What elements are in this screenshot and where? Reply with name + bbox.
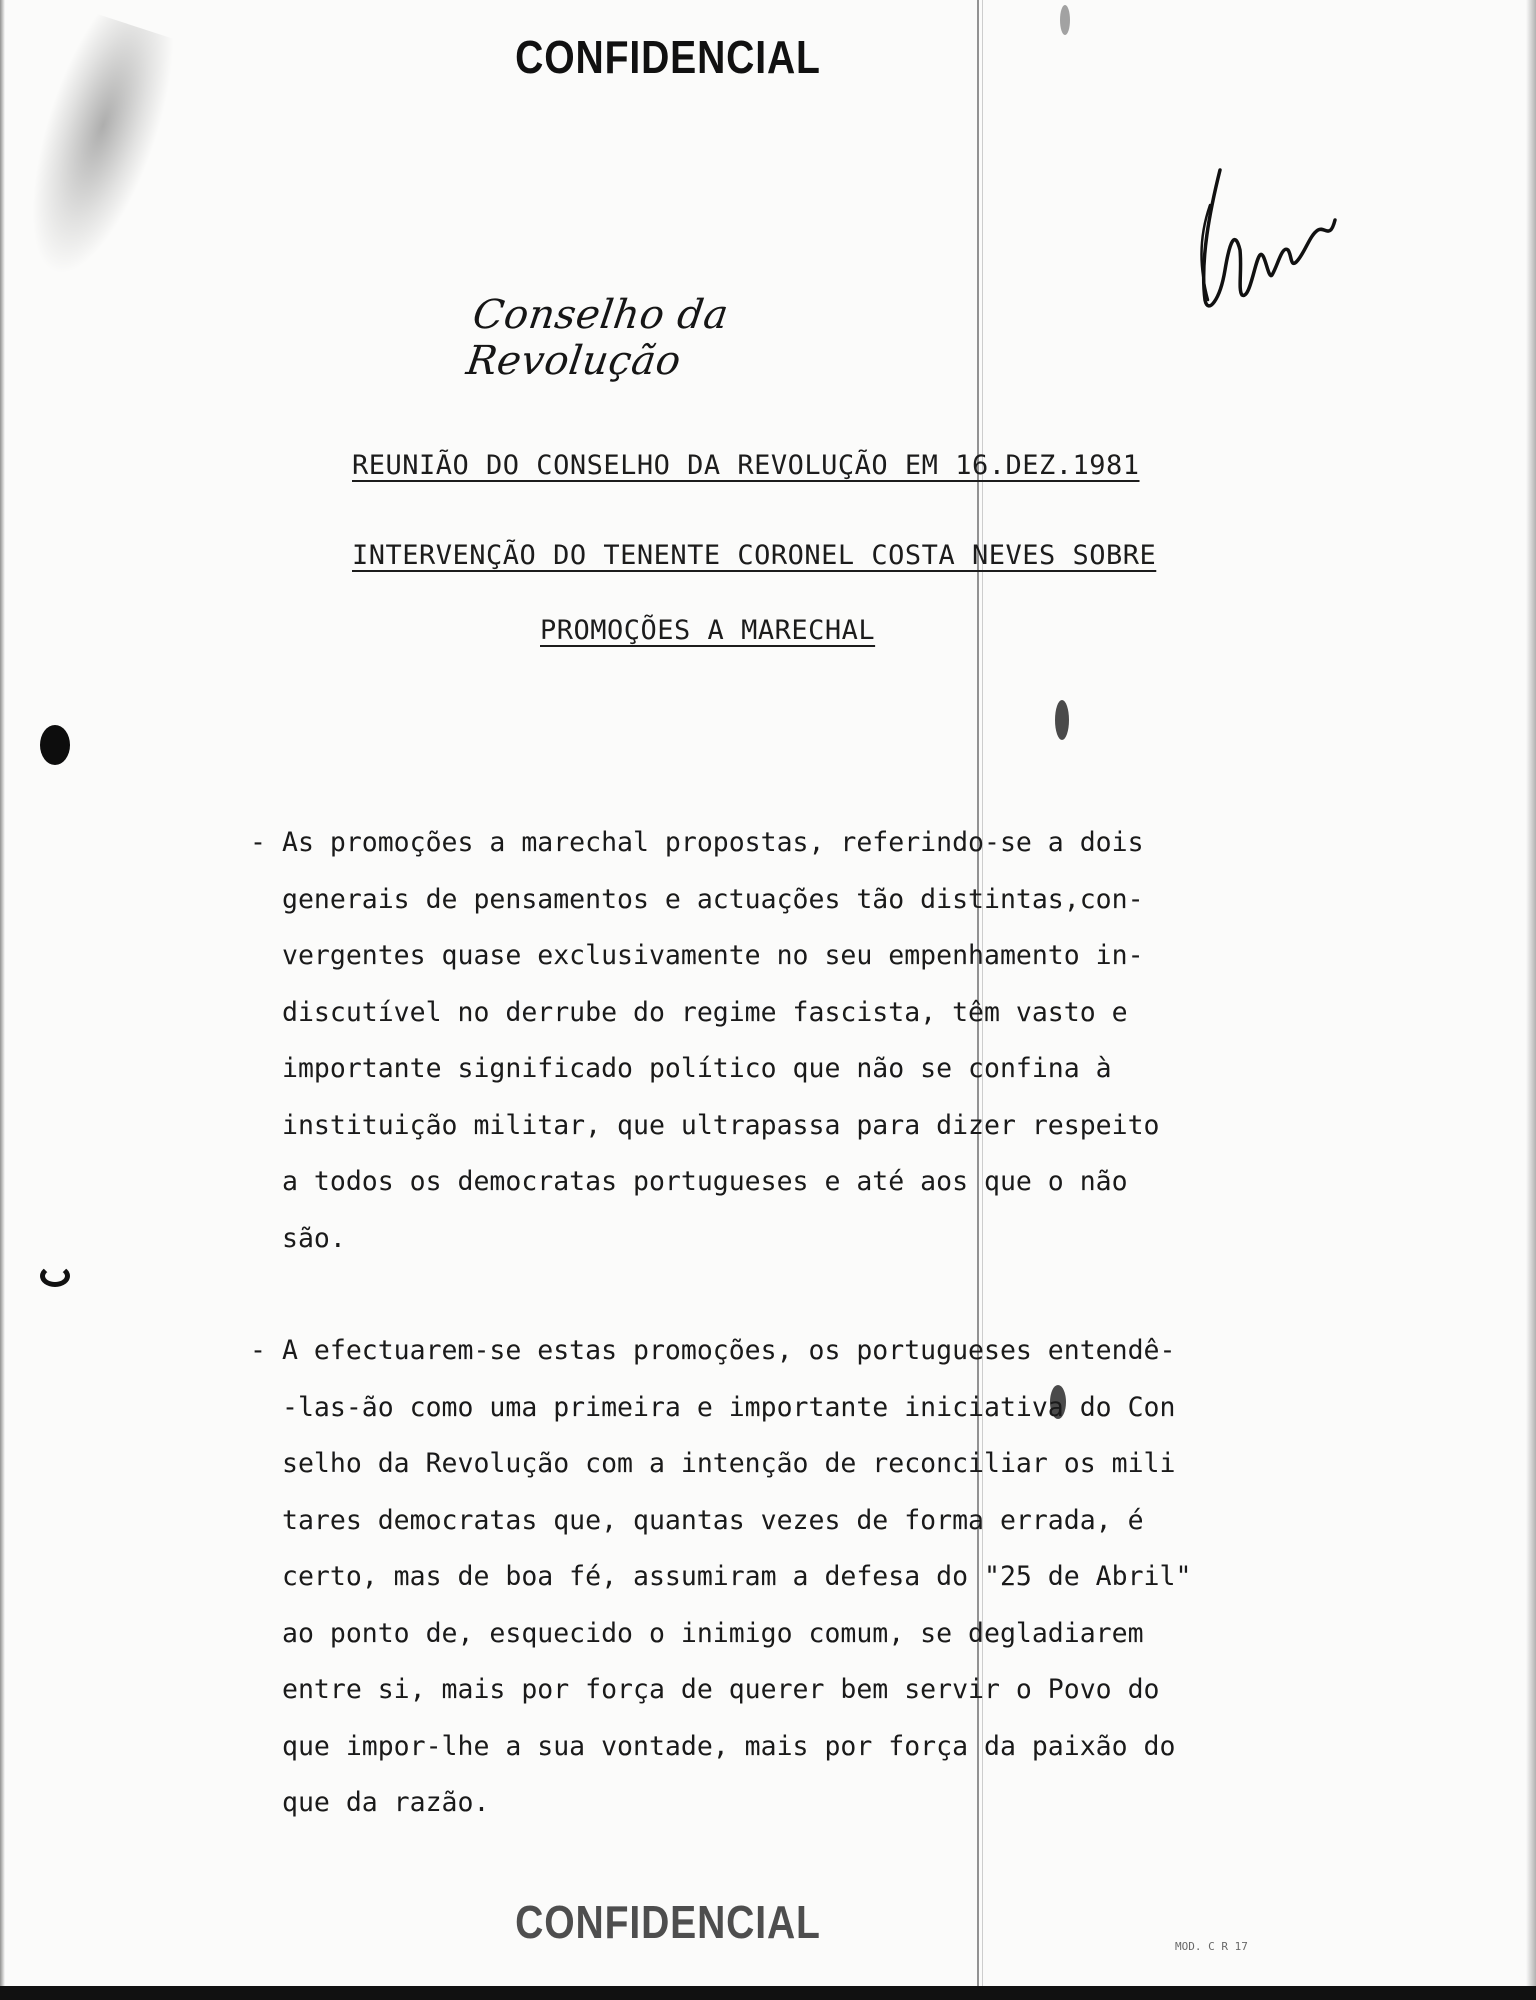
- paragraph-line: que impor-lhe a sua vontade, mais por força da paixão do: [282, 1730, 1176, 1762]
- form-code: MOD. C R 17: [1175, 1940, 1248, 1953]
- punch-hole: [40, 725, 70, 765]
- paragraph-line: -las-ão como uma primeira e importante iniciativa do Con: [282, 1391, 1176, 1423]
- scan-left-edge: [0, 0, 5, 2000]
- paragraph-line: certo, mas de boa fé, assumiram a defesa do "25 de Abril": [282, 1561, 1192, 1592]
- handwritten-signature: [1180, 150, 1340, 320]
- paragraph-line: generais de pensamentos e actuações tão distintas,con-: [282, 883, 1144, 915]
- paragraph-2: [250, 1323, 1250, 1832]
- paragraph-line: entre si, mais por força de querer bem servir o Povo do: [282, 1674, 1160, 1705]
- paragraph-line: discutível no derrube do regime fascista, têm vasto e: [282, 996, 1128, 1028]
- subject-heading: PROMOÇÕES A MARECHAL: [540, 615, 876, 646]
- paragraph-1: [250, 815, 1250, 1267]
- paragraph-line: tares democratas que, quantas vezes de forma errada, é: [282, 1504, 1144, 1536]
- paragraph-dash: -: [250, 1335, 266, 1366]
- paragraph-line: ao ponto de, esquecido o inimigo comum, se degladiarem: [282, 1617, 1144, 1649]
- paragraph-line: que da razão.: [282, 1787, 490, 1818]
- classification-bottom: CONFIDENCIAL: [515, 1896, 821, 1948]
- paragraph-line: vergentes quase exclusivamente no seu empenhamento in-: [282, 940, 1144, 971]
- paragraph-line: A efectuarem-se estas promoções, os portugueses entendê-: [282, 1335, 1176, 1366]
- scan-right-edge: [1526, 0, 1536, 2000]
- scan-bottom-bar: [0, 1986, 1536, 2000]
- paragraph-line: As promoções a marechal propostas, referindo-se a dois: [282, 827, 1144, 858]
- council-name: Conselho da Revolução: [463, 292, 732, 384]
- classification-top: CONFIDENCIAL: [515, 31, 821, 83]
- paragraph-dash: -: [250, 827, 266, 858]
- paragraph-line: instituição militar, que ultrapassa para dizer respeito: [282, 1109, 1160, 1141]
- punch-mark: [40, 1265, 70, 1287]
- intervention-heading: INTERVENÇÃO DO TENENTE CORONEL COSTA NEVES SOBRE: [352, 540, 1157, 571]
- paragraph-line: importante significado político que não se confina à: [282, 1053, 1112, 1084]
- paragraph-line: selho da Revolução com a intenção de reconciliar os mili: [282, 1448, 1176, 1479]
- meeting-heading: REUNIÃO DO CONSELHO DA REVOLUÇÃO EM 16.DEZ.1981: [352, 450, 1140, 481]
- ink-speck: [1055, 700, 1069, 740]
- paragraph-line: a todos os democratas portugueses e até aos que o não: [282, 1166, 1128, 1197]
- paragraph-line: são.: [282, 1222, 346, 1254]
